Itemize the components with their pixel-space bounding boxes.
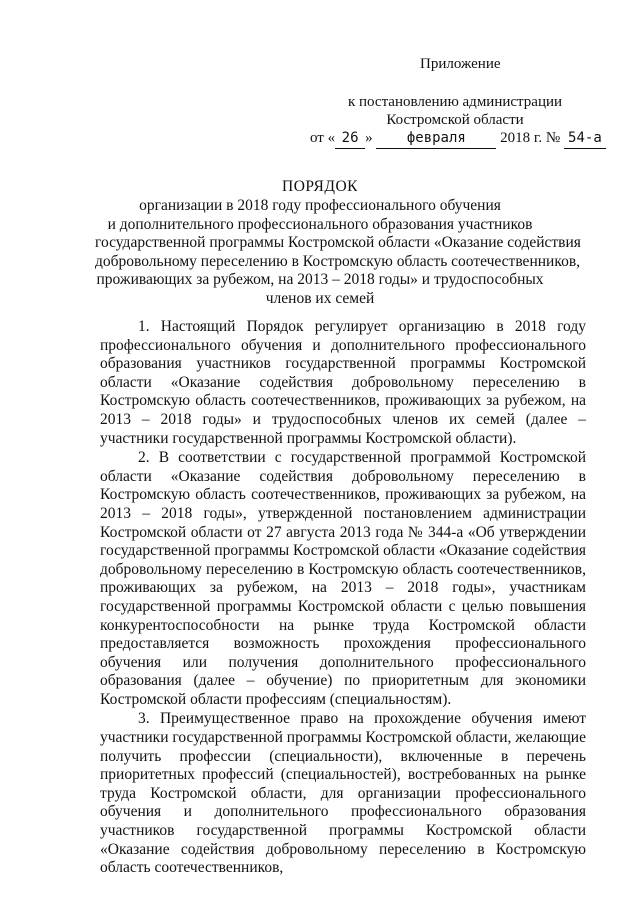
- subtitle-line: членов их семей: [265, 289, 375, 307]
- document-subtitle: [95, 197, 581, 308]
- appendix-label: Приложение: [420, 56, 501, 72]
- paragraph-1: 1. Настоящий Порядок регулирует организацию в 2018 году профессионального обучения и дополнительного профессионального образования участников государственной программы Костромской области «Оказание содействия добровольному переселению в Костромскую область соотечественников, проживающих за рубежом, на 2013 – 2018 годы» и трудоспособных членов их семей (далее – участники государственной программы Костромской области).: [100, 318, 586, 447]
- subtitle-line: проживающих за рубежом, на 2013 – 2018 годы» и трудоспособных: [96, 271, 544, 288]
- decree-number: 54-а: [564, 128, 606, 149]
- date-month: февраля: [376, 128, 496, 149]
- date-prefix: от «: [310, 130, 336, 146]
- document-body: [100, 318, 586, 879]
- decree-reference: [335, 93, 575, 129]
- date-mid: »: [365, 130, 373, 146]
- paragraph-3: 3. Преимущественное право на прохождение обучения имеют участники государственной программы Костромской области, желающие получить профессии (специальности), включенные в перечень приоритетных профессий (специальностей), востребованных на рынке труда Костромской области, для организации профессионального обучения и дополнительного профессионального образования участников государственной программы Костромской области «Оказание содействия добровольному переселению в Костромскую область соотечественников,: [100, 710, 586, 877]
- decree-line-1: к постановлению администрации: [347, 94, 563, 110]
- subtitle-line: организации в 2018 году профессионального обучения: [139, 197, 501, 214]
- paragraph-2: 2. В соответствии с государственной программой Костромской области «Оказание содействия добровольному переселению в Костромскую область соотечественников, проживающих за рубежом, на 2013 – 2018 годы», утвержденной постановлением администрации Костромской области от 27 августа 2013 года № 344-а «Об утверждении государственной программы Костромской области «Оказание содействия добровольному переселению в Костромскую область соотечественников, проживающих за рубежом, на 2013 – 2018 годы», участникам государственной программы Костромской области с целью повышения конкурентоспособности на рынке труда Костромской области предоставляется возможность прохождения профессионального обучения или получения дополнительного профессионального образования (далее – обучение) по приоритетным для экономики Костромской области профессиям (специальностям).: [100, 449, 586, 708]
- subtitle-line: и дополнительного профессионального образования участников: [107, 215, 533, 233]
- date-day: 26: [335, 128, 365, 149]
- date-year: 2018 г. №: [500, 130, 561, 146]
- subtitle-line: добровольному переселению в Костромскую область соотечественников,: [95, 252, 581, 270]
- document-title: ПОРЯДОК: [282, 178, 358, 195]
- decree-line-2: Костромской области: [386, 112, 524, 128]
- subtitle-line: государственной программы Костромской области «Оказание содействия: [95, 234, 581, 251]
- decree-date-line: [310, 128, 606, 149]
